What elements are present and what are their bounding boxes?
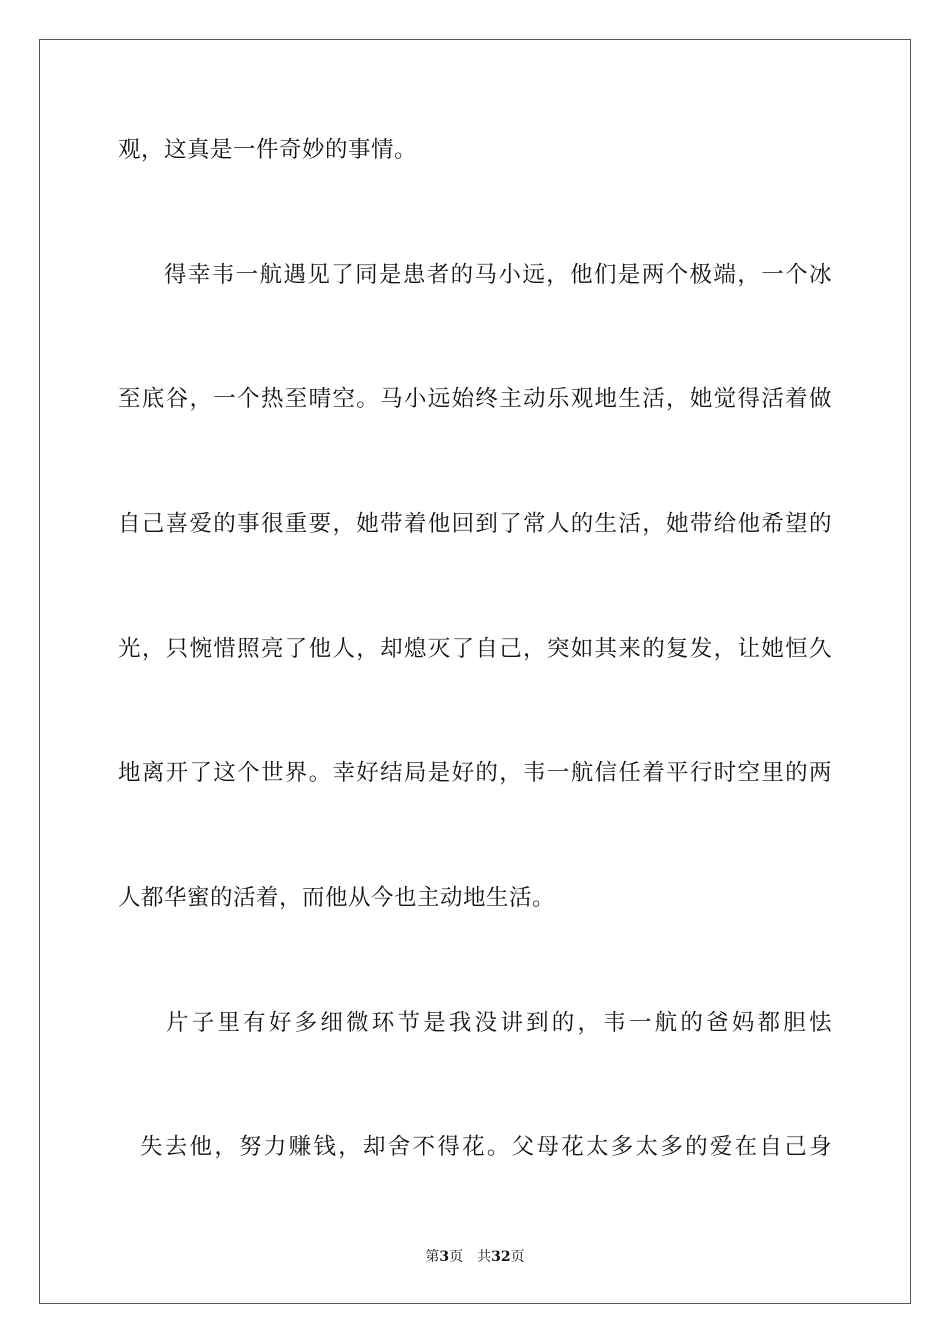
page-footer [0,1248,950,1266]
text-line-7: 人都华蜜的活着，而他从今也主动地生活。 [118,885,556,911]
footer-total-suffix: 页 [510,1249,525,1265]
text-line-5: 光，只惋惜照亮了他人，却熄灭了自己，突如其来的复发，让她恒久 [118,636,832,662]
page-border [39,39,911,1304]
text-line-2: 得幸韦一航遇见了同是患者的马小远，他们是两个极端，一个冰 [164,262,832,288]
text-line-8: 片子里有好多细微环节是我没讲到的，韦一航的爸妈都胆怯 [166,1010,832,1036]
text-line-9: 失去他，努力赚钱，却舍不得花。父母花太多太多的爱在自己身 [140,1134,832,1160]
footer-total-prefix: 共 [477,1249,492,1265]
text-line-4: 自己喜爱的事很重要，她带着他回到了常人的生活，她带给他希望的 [118,511,832,537]
footer-page-prefix: 第 [425,1249,440,1265]
footer-page-number: 3 [439,1249,450,1265]
text-line-1: 观，这真是一件奇妙的事情。 [118,137,418,163]
text-line-6: 地离开了这个世界。幸好结局是好的，韦一航信任着平行时空里的两 [118,760,832,786]
footer-total-pages: 32 [491,1249,511,1265]
footer-page-suffix: 页 [449,1249,464,1265]
text-line-3: 至底谷，一个热至晴空。马小远始终主动乐观地生活，她觉得活着做 [118,386,832,412]
